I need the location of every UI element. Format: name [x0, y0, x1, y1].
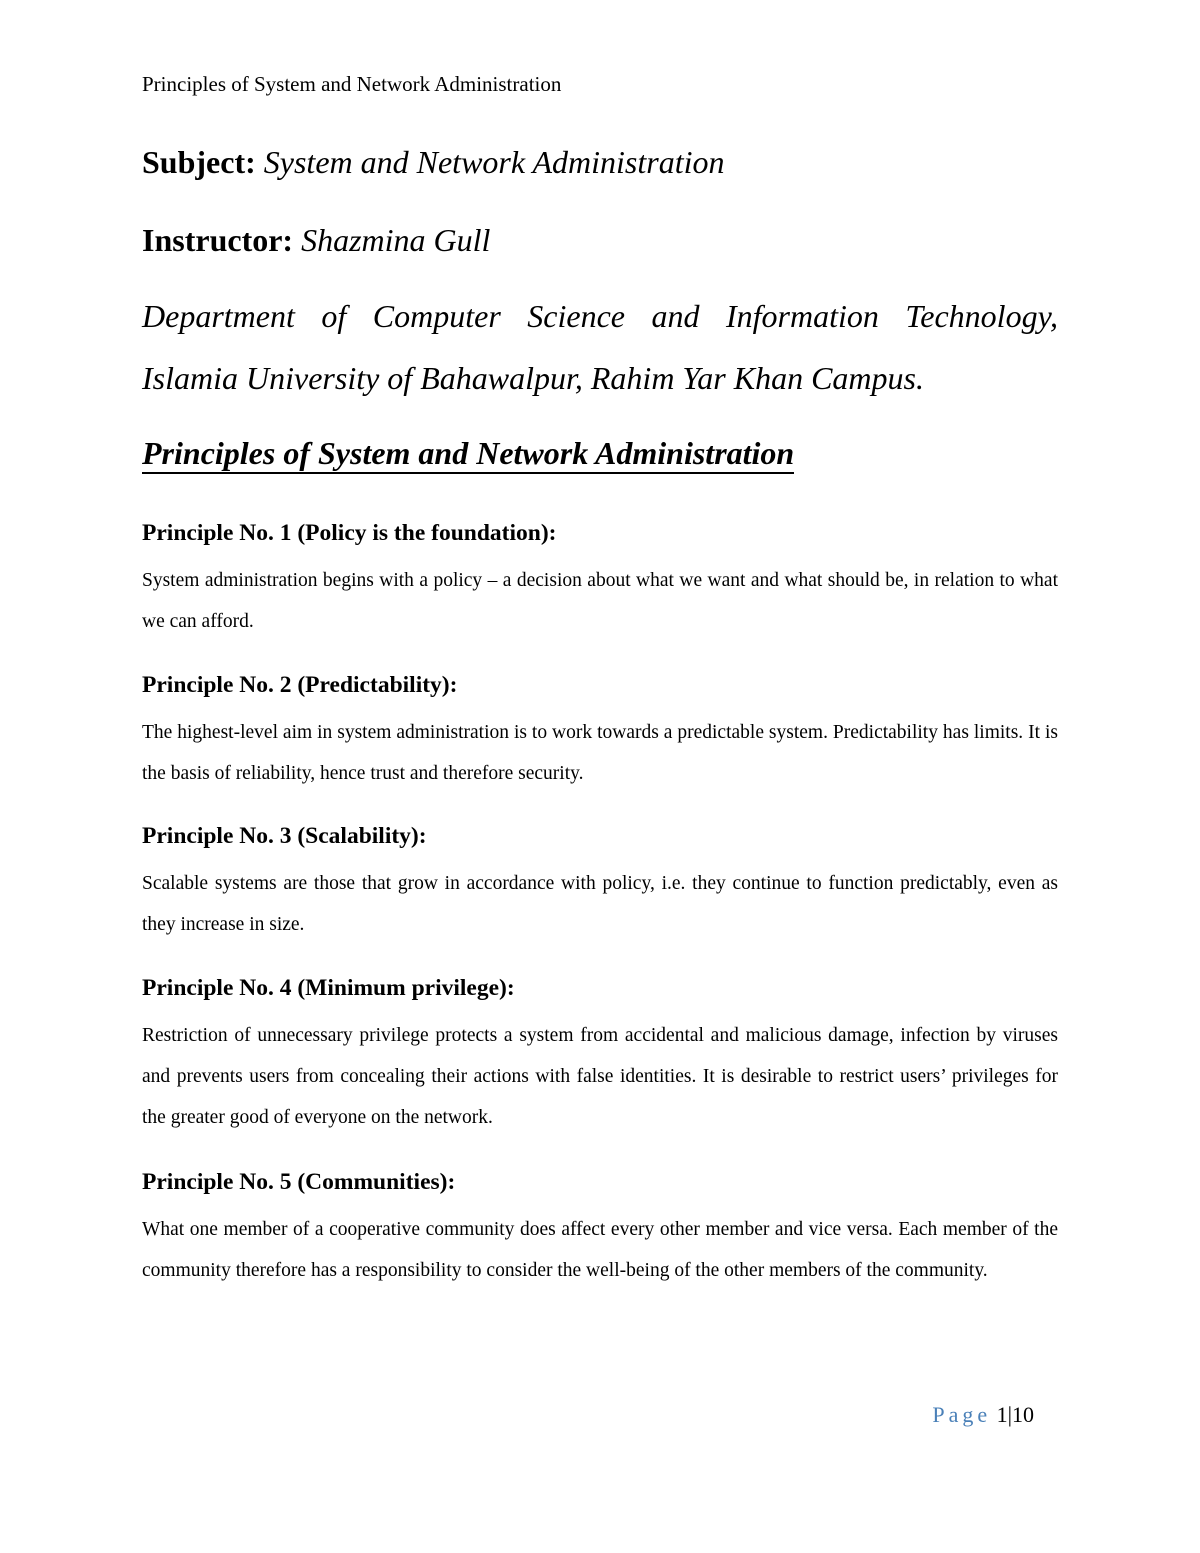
principle-heading: Principle No. 2 (Predictability):	[142, 672, 458, 698]
principle-section	[142, 674, 1058, 794]
principle-section	[142, 522, 1058, 642]
principle-section	[142, 825, 1058, 945]
page-word: Page	[932, 1402, 992, 1427]
page-number: 1	[996, 1402, 1008, 1427]
subject-label: Subject:	[142, 144, 256, 180]
principle-body: System administration begins with a policy – a decision about what we want and what should be, in relation to what we can afford.	[142, 569, 1058, 632]
page-total: 10	[1012, 1402, 1034, 1427]
document-title: Principles of System and Network Administration	[142, 437, 794, 474]
page-separator: |	[1007, 1402, 1012, 1427]
principle-body: The highest-level aim in system administration is to work towards a predictable system. Predictability has limits. It is the basis of reliability, hence trust and therefore security.	[142, 721, 1058, 784]
instructor-value: Shazmina Gull	[301, 222, 491, 258]
subject-value: System and Network Administration	[263, 144, 725, 180]
principle-heading: Principle No. 5 (Communities):	[142, 1169, 456, 1195]
principle-body: Scalable systems are those that grow in accordance with policy, i.e. they continue to function predictably, even as they increase in size.	[142, 872, 1058, 935]
page-footer	[932, 1402, 1034, 1428]
principle-heading: Principle No. 4 (Minimum privilege):	[142, 975, 515, 1001]
instructor-line	[142, 224, 490, 256]
principle-body: What one member of a cooperative community does affect every other member and vice versa. Each member of the community therefore has a responsibility to consider the well-being of the other members of the community.	[142, 1218, 1058, 1281]
principle-body: Restriction of unnecessary privilege protects a system from accidental and malicious damage, infection by viruses and prevents users from concealing their actions with false identities. It is desirable to restrict users’ privileges for the greater good of everyone on the network.	[142, 1024, 1058, 1128]
principle-section	[142, 977, 1058, 1138]
department-line-1: Department of Computer Science and Information Technology,	[142, 298, 1058, 334]
principle-heading: Principle No. 3 (Scalability):	[142, 823, 427, 849]
principle-heading: Principle No. 1 (Policy is the foundation):	[142, 520, 557, 546]
department-line-2: Islamia University of Bahawalpur, Rahim Yar Khan Campus.	[142, 360, 924, 396]
running-header: Principles of System and Network Administration	[142, 72, 562, 96]
principle-section	[142, 1171, 1058, 1291]
instructor-label: Instructor:	[142, 222, 294, 258]
subject-line	[142, 146, 725, 178]
